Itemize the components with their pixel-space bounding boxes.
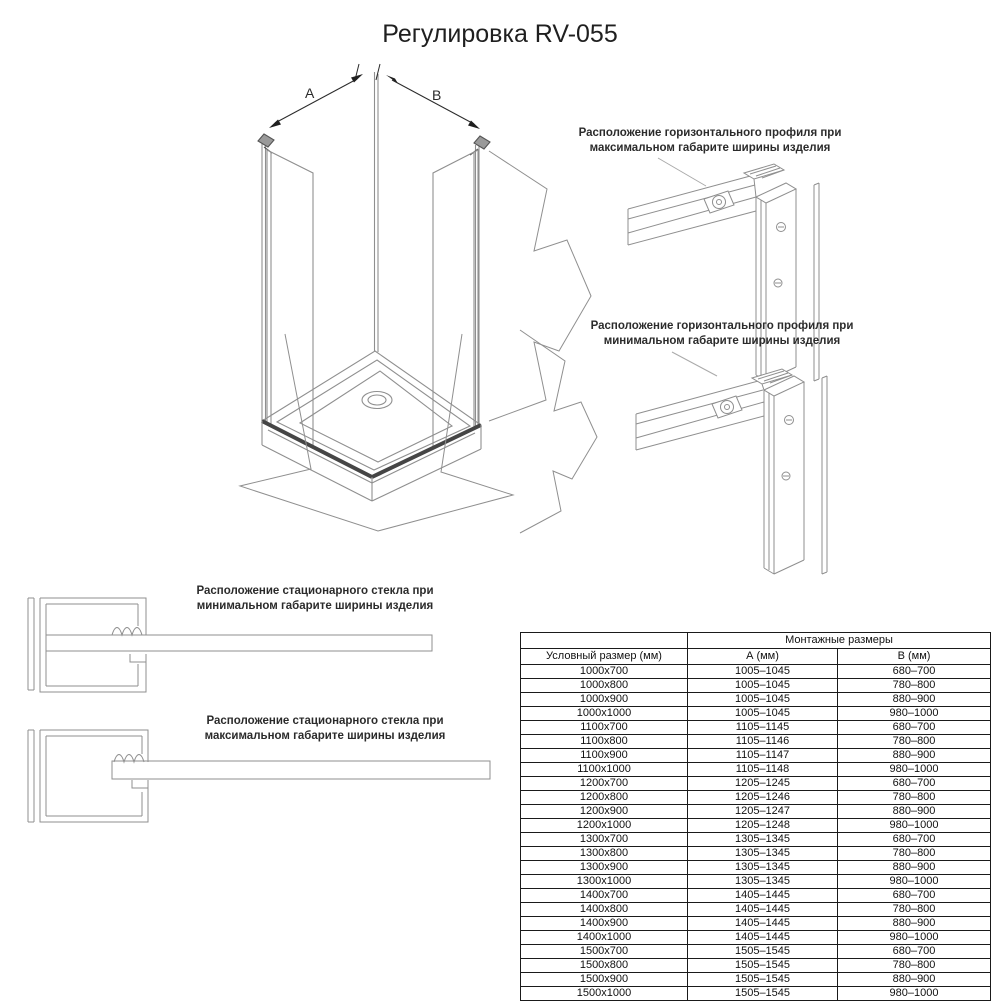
table-row bbox=[521, 959, 991, 973]
table-cell: 1505–1545 bbox=[688, 945, 838, 959]
table-row bbox=[521, 945, 991, 959]
callout-glass-min bbox=[170, 584, 460, 614]
table-cell: 1505–1545 bbox=[688, 959, 838, 973]
mounting-dimensions-table bbox=[520, 632, 991, 1001]
glass-cross-section bbox=[112, 761, 490, 779]
table-cell: 980–1000 bbox=[838, 763, 991, 777]
drain-icon bbox=[362, 392, 392, 409]
table-cell: 880–900 bbox=[838, 861, 991, 875]
table-cell: 980–1000 bbox=[838, 819, 991, 833]
table-cell: 680–700 bbox=[838, 945, 991, 959]
table-cell: 1105–1147 bbox=[688, 749, 838, 763]
table-cell: 880–900 bbox=[838, 973, 991, 987]
shower-isometric bbox=[258, 64, 490, 501]
table-cell: 1500x1000 bbox=[521, 987, 688, 1001]
table-cell: 780–800 bbox=[838, 791, 991, 805]
table-cell: 1300x800 bbox=[521, 847, 688, 861]
table-cell: 880–900 bbox=[838, 917, 991, 931]
table-row bbox=[521, 889, 991, 903]
detail-profile-min bbox=[636, 369, 827, 574]
callout-line: минимальном габарите ширины изделия bbox=[603, 335, 841, 347]
table-row bbox=[521, 847, 991, 861]
table-cell: 1200x900 bbox=[521, 805, 688, 819]
table-cell: 1005–1045 bbox=[688, 693, 838, 707]
table-row bbox=[521, 819, 991, 833]
table-cell: 1200x1000 bbox=[521, 819, 688, 833]
table-cell: 780–800 bbox=[838, 679, 991, 693]
dimension-a bbox=[269, 64, 380, 128]
table-row bbox=[521, 665, 991, 679]
arrowhead-icon bbox=[386, 75, 398, 84]
dim-label-b: B bbox=[432, 87, 442, 103]
table-row bbox=[521, 861, 991, 875]
table-row bbox=[521, 791, 991, 805]
arrow-to-detail-min bbox=[520, 330, 597, 533]
table-cell: 1005–1045 bbox=[688, 679, 838, 693]
table-cell: 1100x1000 bbox=[521, 763, 688, 777]
table-row bbox=[521, 973, 991, 987]
table-cell: 1105–1146 bbox=[688, 735, 838, 749]
callout-horizontal-max bbox=[560, 126, 860, 156]
table-cell: 1400x900 bbox=[521, 917, 688, 931]
glass-panel-right bbox=[433, 150, 478, 448]
table-cell: 780–800 bbox=[838, 903, 991, 917]
table-cell: 1300x900 bbox=[521, 861, 688, 875]
callout-horizontal-min bbox=[572, 319, 872, 349]
empty-header-cell bbox=[521, 633, 688, 649]
table-cell: 880–900 bbox=[838, 749, 991, 763]
column-header-size: Условный размер (мм) bbox=[521, 649, 688, 665]
page-title: Регулировка RV-055 bbox=[382, 20, 618, 48]
table-cell: 680–700 bbox=[838, 777, 991, 791]
table-cell: 1100x900 bbox=[521, 749, 688, 763]
table-row bbox=[521, 903, 991, 917]
table-cell: 880–900 bbox=[838, 805, 991, 819]
table-cell: 780–800 bbox=[838, 735, 991, 749]
table-cell: 680–700 bbox=[838, 665, 991, 679]
callout-line: Расположение горизонтального профиля при bbox=[590, 320, 854, 332]
table-cell: 780–800 bbox=[838, 959, 991, 973]
table-cell: 680–700 bbox=[838, 721, 991, 735]
table-row bbox=[521, 679, 991, 693]
table-cell: 1400x1000 bbox=[521, 931, 688, 945]
callout-line: максимальном габарите ширины изделия bbox=[204, 730, 446, 742]
table-cell: 1400x700 bbox=[521, 889, 688, 903]
table-cell: 1005–1045 bbox=[688, 707, 838, 721]
table-cell: 1500x700 bbox=[521, 945, 688, 959]
dimension-b bbox=[386, 75, 480, 129]
table-cell: 1305–1345 bbox=[688, 833, 838, 847]
table-cell: 1105–1145 bbox=[688, 721, 838, 735]
table-row bbox=[521, 987, 991, 1001]
table-cell: 1400x800 bbox=[521, 903, 688, 917]
table-cell: 1500x800 bbox=[521, 959, 688, 973]
callout-glass-max bbox=[175, 714, 475, 744]
wall-profile-left bbox=[258, 134, 274, 423]
table-row bbox=[521, 707, 991, 721]
table-cell: 680–700 bbox=[838, 833, 991, 847]
table-cell: 1000x900 bbox=[521, 693, 688, 707]
table-row bbox=[521, 749, 991, 763]
column-header-b: В (мм) bbox=[838, 649, 991, 665]
table-cell: 1505–1545 bbox=[688, 973, 838, 987]
table-cell: 1405–1445 bbox=[688, 931, 838, 945]
arrow-to-detail-max bbox=[489, 151, 591, 421]
corner-edge bbox=[375, 72, 379, 352]
table-cell: 1205–1245 bbox=[688, 777, 838, 791]
table-cell: 1000x700 bbox=[521, 665, 688, 679]
table-cell: 980–1000 bbox=[838, 875, 991, 889]
table-cell: 1200x700 bbox=[521, 777, 688, 791]
table-row bbox=[521, 777, 991, 791]
table-cell: 1000x1000 bbox=[521, 707, 688, 721]
table-cell: 1300x1000 bbox=[521, 875, 688, 889]
table-cell: 1305–1345 bbox=[688, 861, 838, 875]
callout-line: максимальном габарите ширины изделия bbox=[589, 142, 831, 154]
table-cell: 1305–1345 bbox=[688, 875, 838, 889]
table-cell: 1005–1045 bbox=[688, 665, 838, 679]
column-header-a: А (мм) bbox=[688, 649, 838, 665]
table-row bbox=[521, 805, 991, 819]
table-cell: 980–1000 bbox=[838, 931, 991, 945]
glass-cross-section bbox=[46, 635, 432, 651]
table-cell: 1505–1545 bbox=[688, 987, 838, 1001]
table-cell: 1405–1445 bbox=[688, 889, 838, 903]
table-row bbox=[521, 917, 991, 931]
table-header-row bbox=[521, 649, 991, 665]
table-group-header-row bbox=[521, 633, 991, 649]
table-cell: 1305–1345 bbox=[688, 847, 838, 861]
callout-line: Расположение горизонтального профиля при bbox=[578, 127, 842, 139]
table-cell: 680–700 bbox=[838, 889, 991, 903]
table-cell: 780–800 bbox=[838, 847, 991, 861]
table-cell: 880–900 bbox=[838, 693, 991, 707]
table-cell: 1405–1445 bbox=[688, 903, 838, 917]
table-cell: 1200x800 bbox=[521, 791, 688, 805]
table-cell: 1205–1246 bbox=[688, 791, 838, 805]
table-row bbox=[521, 763, 991, 777]
table-row bbox=[521, 735, 991, 749]
table-cell: 980–1000 bbox=[838, 707, 991, 721]
callout-line: минимальном габарите ширины изделия bbox=[196, 600, 434, 612]
dim-label-a: A bbox=[305, 85, 315, 101]
table-cell: 980–1000 bbox=[838, 987, 991, 1001]
table-cell: 1105–1148 bbox=[688, 763, 838, 777]
table-cell: 1205–1247 bbox=[688, 805, 838, 819]
table-row bbox=[521, 875, 991, 889]
table-row bbox=[521, 721, 991, 735]
table-cell: 1205–1248 bbox=[688, 819, 838, 833]
table-row bbox=[521, 931, 991, 945]
wall-profile-right bbox=[470, 136, 490, 428]
callout-line: Расположение стационарного стекла при bbox=[196, 585, 434, 597]
table-cell: 1100x800 bbox=[521, 735, 688, 749]
table-cell: 1405–1445 bbox=[688, 917, 838, 931]
table-cell: 1500x900 bbox=[521, 973, 688, 987]
callout-line: Расположение стационарного стекла при bbox=[206, 715, 444, 727]
table-cell: 1300x700 bbox=[521, 833, 688, 847]
table-cell: 1000x800 bbox=[521, 679, 688, 693]
group-header-cell: Монтажные размеры bbox=[688, 633, 991, 649]
table-cell: 1100x700 bbox=[521, 721, 688, 735]
table-row bbox=[521, 693, 991, 707]
table-row bbox=[521, 833, 991, 847]
glass-panel-left bbox=[267, 150, 313, 447]
